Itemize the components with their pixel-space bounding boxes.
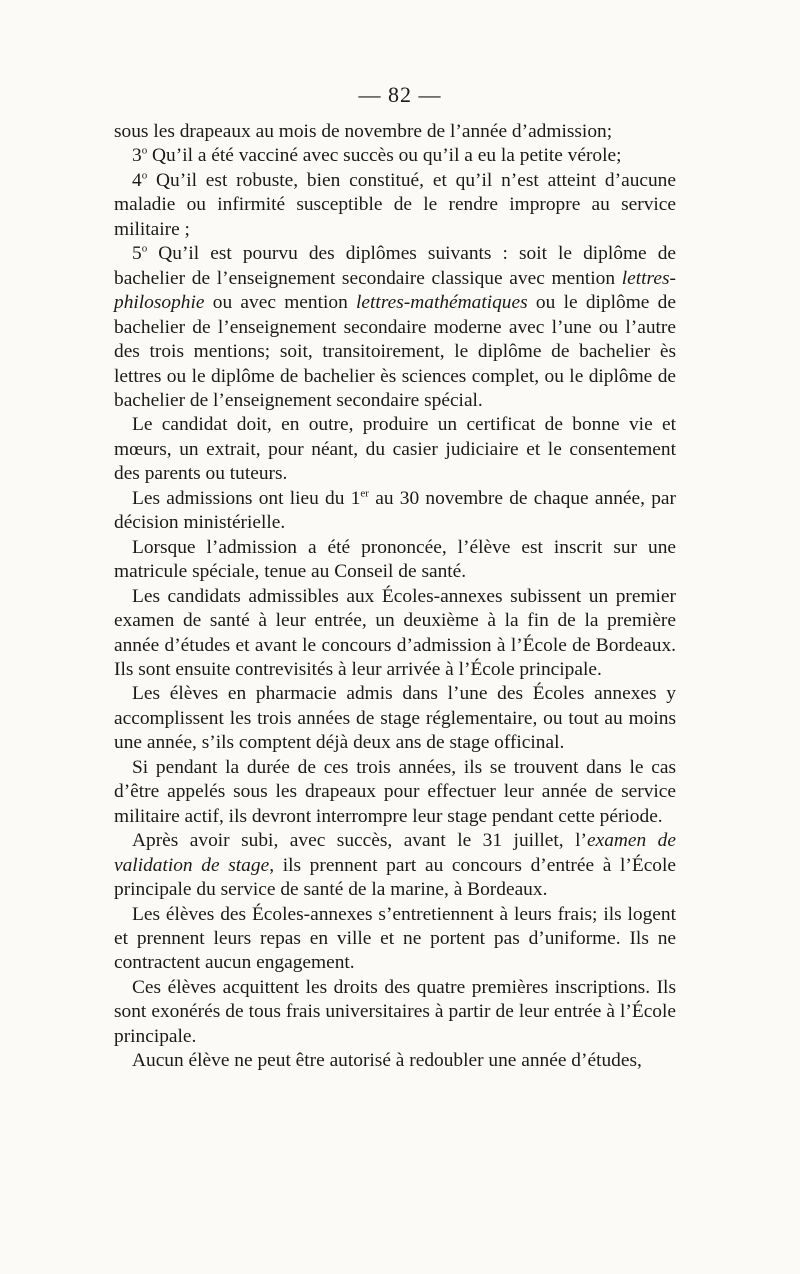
paragraph: Les candidats admissibles aux Écoles-annexes subissent un premier examen de santé à leur entrée, un deuxième à la fin de la première année d’études et avant le concours d’admission à l’École de Bordeaux. Ils sont ensuite contrevisités à leur arrivée à l’École principale. [114, 585, 676, 680]
paragraph: Lorsque l’admission a été prononcée, l’élève est inscrit sur une matricule spéciale, tenue au Conseil de santé. [114, 536, 676, 583]
paragraph: Ces élèves acquittent les droits des quatre premières inscriptions. Ils sont exonérés de tous frais universitaires à partir de leur entrée à l’École principale. [114, 976, 676, 1047]
paragraph: Aucun élève ne peut être autorisé à redoubler une année d’études, [132, 1050, 642, 1072]
paragraph: 3$^o$ Qu’il a été vacciné avec succès ou qu’il a eu la petite vérole; [132, 144, 622, 167]
page-number: — 82 — [358, 82, 442, 107]
paragraph: 4$^o$ Qu’il est robuste, bien constitué, et qu’il n’est atteint d’aucune maladie ou infirmité susceptible de le rendre impropre au service militaire ; [114, 169, 676, 240]
paragraph: Si pendant la durée de ces trois années, ils se trouvent dans le cas d’être appelés sous les drapeaux pour effectuer leur année de service militaire actif, ils devront interrompre leur stage pendant cette période. [114, 756, 676, 827]
paragraph: Les élèves en pharmacie admis dans l’une des Écoles annexes y accomplissent les trois années de stage réglementaire, ou tout au moins une année, s’ils comptent déjà deux ans de stage officinal. [114, 683, 676, 754]
paragraph: Les élèves des Écoles-annexes s’entretiennent à leurs frais; ils logent et prennent leurs repas en ville et ne portent pas d’uniforme. Ils ne contractent aucun engagement. [114, 903, 676, 974]
paragraph: Les admissions ont lieu du 1er au 30 novembre de chaque année, par décision ministérielle. [114, 487, 676, 534]
paragraph: Le candidat doit, en outre, produire un certificat de bonne vie et mœurs, un extrait, pour néant, du casier judiciaire et le consentement des parents ou tuteurs. [114, 414, 676, 485]
paragraph: Après avoir subi, avec succès, avant le 31 juillet, l’examen de validation de stage, ils prennent part au concours d’entrée à l’École principale du service de santé de la marine, à Bordeaux. [114, 830, 676, 901]
paragraph: sous les drapeaux au mois de novembre de l’année d’admission; [114, 121, 613, 142]
paragraph: 5$^o$ Qu’il est pourvu des diplômes suivants : soit le diplôme de bachelier de l’enseignement secondaire classique avec mention lettres-philosophie ou avec mention lettres-mathématiques ou le diplôme de bachelier de l’enseignement secondaire moderne avec l’une ou l’autre des trois mentions; soit, transitoirement, le diplôme de bachelier ès lettres ou le diplôme de bachelier ès sciences complet, ou le diplôme de bachelier de l’enseignement secondaire spécial. [114, 242, 676, 411]
body-text [114, 120, 676, 1074]
